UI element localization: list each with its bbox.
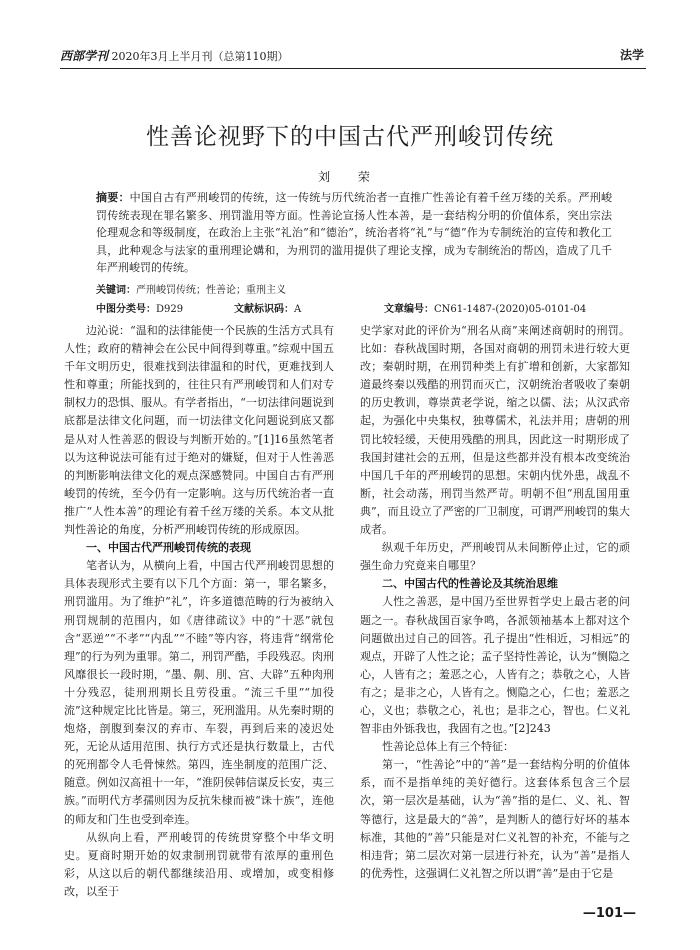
body-paragraph: 第一，“性善论”中的“善”是一套结构分明的价值体系，而不是指单纯的美好德行。这套体系包含三个层次，第一层次是基础，认为“善”指的是仁、义、礼、智等德行，这是最大的“善”，是判断人的德行好坏的基本标准，其他的“善”只能是对仁义礼智的补充，不能与之相违背；第二层次对第一层进行补充，认为“善”是指人的优秀性，这强调仁义礼智之所以谓“善”是由于它是 [360,758,630,880]
body-paragraph: 从纵向上看，严刑峻罚的传统贯穿整个中华文明史。夏商时期开始的奴隶制刑罚就带有浓厚的重刑色彩，从这以后的朝代都继续沿用、或增加，或变相修改，以至于 [64,830,334,898]
document-code: 文献标识码：A [234,304,302,315]
section-heading-2: 二、中国古代的性善论及其统治思维 [382,577,558,591]
keywords-label: 关键词： [96,285,136,296]
keywords-text: 严刑峻罚传统；性善论；重刑主义 [136,285,286,296]
body-paragraph: 人性之善恶，是中国乃至世界哲学史上最古老的问题之一。春秋战国百家争鸣，各派领袖基本上都对这个问题做出过自己的回答。孔子提出“性相近，习相远”的观点，开辟了人性之论；孟子坚持性善论，认为“恻隐之心，人皆有之；羞恶之心，人皆有之；恭敬之心，人皆有之；是非之心，人皆有之。恻隐之心，仁也；羞恶之心，义也；恭敬之心，礼也；是非之心，智也。仁义礼智非由外铄我也，我固有之也。”[2]243 [360,595,630,736]
body-paragraph: 史学家对此的评价为“刑名从商”来阐述商朝时的刑罚。比如：春秋战国时期，各国对商朝的刑罚未进行较大更改；秦朝时期，在刑罚种类上有扩增和创新，大家都知道最终秦以残酷的刑罚而灭亡，汉朝统治者吸收了秦朝的历史教训，尊崇黄老学说，缩之以儒、法；从汉武帝起，为强化中央集权，独尊儒术，礼法并用；唐朝的刑罚比较轻缓，天使用残酷的刑具，因此这一时期形成了我国封建社会的五刑，但是这些都并没有根本改变统治中国几千年的严刑峻罚的思想。宋朝内忧外患，战乱不断，社会动荡，刑罚当然严苛。明朝不但“刑乱国用重典”，而且设立了严密的厂卫制度，可谓严刑峻罚的集大成者。 [360,324,630,537]
intro-paragraph: 边沁说：“温和的法律能使一个民族的生活方式具有人性；政府的精神会在公民中间得到尊重。”综观中国五千年文明历史，很难找到法律温和的时代，更难找到人性和尊重；所能找到的，往往只有严刑峻罚和人们对专制权力的恐惧、服从。有学者指出，“一切法律问题说到底都是法律文化问题，而一切法律文化问题说到底又都是从对人性善恶的假设与判断开始的。”[1]16虽然笔者以为这种说法可能有过于绝对的嫌疑，但对于人性善恶的判断影响法律文化的观点深感赞同。中国自古有严刑峻罚的传统，至今仍有一定影响。这与历代统治者一直推广“人性本善”的理论有着千丝万缕的关系。本文从批判性善论的角度，分析严刑峻罚传统的形成原因。 [64,324,334,537]
section-label: 法学 [619,48,644,62]
body-paragraph: 性善论总体上有三个特征： [382,740,514,754]
article-meta [96,300,612,316]
section-heading-1: 一、中国古代严刑峻罚传统的表现 [86,541,251,555]
body-paragraph: 纵观千年历史，严刑峻罚从未间断停止过，它的顽强生命力究竟来自哪里？ [360,541,630,573]
author-name: 刘 荣 [318,170,382,184]
page-number: —101— [582,906,636,921]
running-header [60,44,646,69]
abstract-label: 摘要： [96,191,130,204]
keywords [96,281,286,296]
clc-number: 中图分类号：D929 [96,304,184,315]
issue-info: 2020年3月上半月刊（总第110期） [111,50,289,63]
abstract-text: 中国自古有严刑峻罚的传统，这一传统与历代统治者一直推广性善论有着千丝万缕的关系。严刑峻罚传统表现在罪名繁多、刑罚滥用等方面。性善论宣扬人性本善，是一套结构分明的价值体系，突出宗法伦理观念和等级制度，在政治上主张“礼治”和“德治”，统治者将“礼”与“德”作为专制统治的宣传和教化工具，此种观念与法家的重刑理论媾和，为刑罚的滥用提供了理论支撑，成为专制统治的帮凶，造成了几千年严刑峻罚的传统。 [96,191,613,275]
body-paragraph: 笔者认为，从横向上看，中国古代严刑峻罚思想的具体表现形式主要有以下几个方面：第一，罪名繁多，刑罚滥用。为了维护“礼”，许多道德范畴的行为被纳入刑罚规制的范围内，如《唐律疏议》中的“十恶”就包含“恶逆”“不孝”“内乱”“不睦”等内容，将违背“纲常伦理”的行为列为重罪。第二，刑罚严酷，手段残忍。肉刑风靡很长一段时期，“墨、劓、刖、宫、大辟”五种肉刑十分残忍，徒刑刑期长且劳役重。“流三千里”“加役流”这种规定比比皆是。第三，死刑滥用。从先秦时期的炮烙，剖腹到秦汉的弃市、车裂，再到后来的凌迟处死，无论从适用范围、执行方式还是执行数量上，古代的死刑都令人毛骨悚然。第四，连坐制度的范围广泛、随意。例如汉高祖十一年，“淮阴侯韩信谋反长安，夷三族。”而明代方孝孺则因为反抗朱棣而被“诛十族”，连他的师友和门生也受到牵连。 [64,559,334,826]
body-column-left [64,322,334,902]
header-journal-info [60,47,289,64]
abstract [96,189,612,277]
journal-logo: 西部学刊 [60,49,109,63]
article-number: 文章编号：CN61-1487-(2020)05-0101-04 [384,304,587,315]
article-title: 性善论视野下的中国古代严刑峻罚传统 [146,124,554,150]
body-column-right [360,322,630,902]
